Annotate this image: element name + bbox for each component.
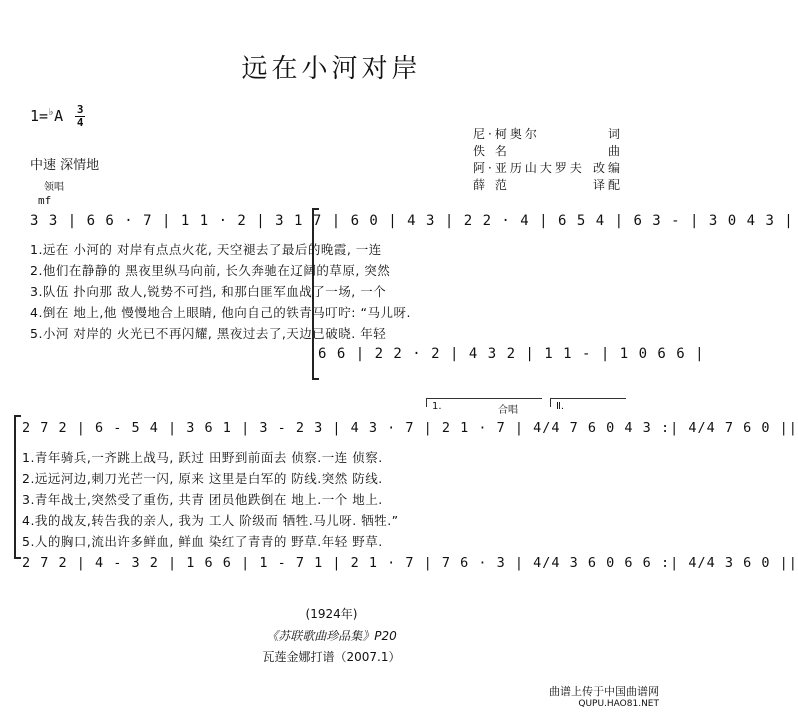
key-signature: [30, 105, 85, 128]
footer-year: (1924年): [305, 607, 358, 621]
footer-transcriber: 瓦莲金娜打谱（2007.1）: [262, 650, 401, 664]
song-title: 远在小河对岸: [241, 54, 422, 84]
footer-source: 《苏联歌曲珍品集》P20: [266, 629, 397, 643]
time-top: 3: [76, 103, 84, 116]
site-watermark: [549, 686, 659, 710]
credit-translator: 薛 范 译配: [473, 178, 623, 192]
key-note: A: [54, 107, 64, 125]
volta-1-label: 1.: [432, 401, 442, 412]
system1-lyric-2: 2.他们在静静的 黑夜里纵马向前, 长久奔驰在辽阔的草原, 突然: [30, 263, 391, 278]
system1-lyric-3: 3.队伍 扑向那 敌人,锐势不可挡, 和那白匪军血战了一场, 一个: [30, 284, 387, 299]
system1-lyric-1: 1.远在 小河的 对岸有点点火花, 天空褪去了最后的晚霞, 一连: [30, 242, 382, 257]
system2-lyric-2: 2.远远河边,刺刀光芒一闪, 原来 这里是白军的 防线.突然 防线.: [22, 471, 383, 486]
volta-2-label: Ⅱ.: [556, 401, 565, 412]
system1-lyric-5: 5.小河 对岸的 火光已不再闪耀, 黑夜过去了,天边已破晓. 年轻: [30, 326, 387, 341]
time-signature: [75, 105, 85, 128]
credit-composer: 佚 名 曲: [473, 144, 623, 158]
solo-marking: 领唱: [44, 182, 64, 193]
system2-lyric-3: 3.青年战士,突然受了重伤, 共青 团员他跌倒在 地上.一个 地上.: [22, 492, 383, 507]
volta-1-bracket: [426, 398, 542, 407]
tempo-marking: 中速 深情地: [30, 158, 100, 173]
watermark-line2: QUPU.HAO81.NET: [578, 699, 659, 709]
credits: [473, 126, 623, 194]
system2-lyric-5: 5.人的胸口,流出许多鲜血, 鲜血 染红了青青的 野草.年轻 野草.: [22, 534, 383, 549]
system1-lyric-4: 4.倒在 地上,他 慢慢地合上眼睛, 他向自己的铁青马叮咛: “马儿呀.: [30, 305, 411, 320]
system2-lyric-4: 4.我的战友,转告我的亲人, 我为 工人 阶级而 牺牲.马儿呀. 牺牲.”: [22, 513, 399, 528]
volta-1-chorus: 合唱: [498, 405, 518, 416]
system2-brace: [14, 415, 21, 559]
system2-bass: 2 7 2 | 4 - 3 2 | 1 6 6 | 1 - 7 1 | 2 1 · 7 | 7 6 · 3 | 4/4 3 6 0 6 6 :| 4/4 3 6 0 ||: [22, 555, 798, 571]
credit-arranger: 阿·亚历山大罗夫 改编: [473, 161, 623, 175]
dynamic-marking: mf: [38, 194, 52, 207]
system2-lyric-1: 1.青年骑兵,一齐跳上战马, 跃过 田野到前面去 侦察.一连 侦察.: [22, 450, 383, 465]
system1-bass: 6 6 | 2 2 · 2 | 4 3 2 | 1 1 - | 1 0 6 6 |: [318, 346, 705, 362]
watermark-line1: 曲谱上传于中国曲谱网: [549, 685, 659, 698]
time-bottom: 4: [76, 116, 84, 129]
credit-lyricist: 尼·柯奥尔 词: [473, 127, 623, 141]
system1-melody: 3 3 | 6 6 · 7 | 1 1 · 2 | 3 1 7 | 6 0 | 4 3 | 2 2 · 4 | 6 5 4 | 6 3 - | 3 0 4 3 |: [30, 213, 794, 229]
flat-symbol: ♭: [48, 107, 55, 118]
system2-melody: 2 7 2 | 6 - 5 4 | 3 6 1 | 3 - 2 3 | 4 3 · 7 | 2 1 · 7 | 4/4 7 6 0 4 3 :| 4/4 7 6 0 ||: [22, 420, 798, 436]
key-prefix: 1=: [30, 107, 49, 125]
